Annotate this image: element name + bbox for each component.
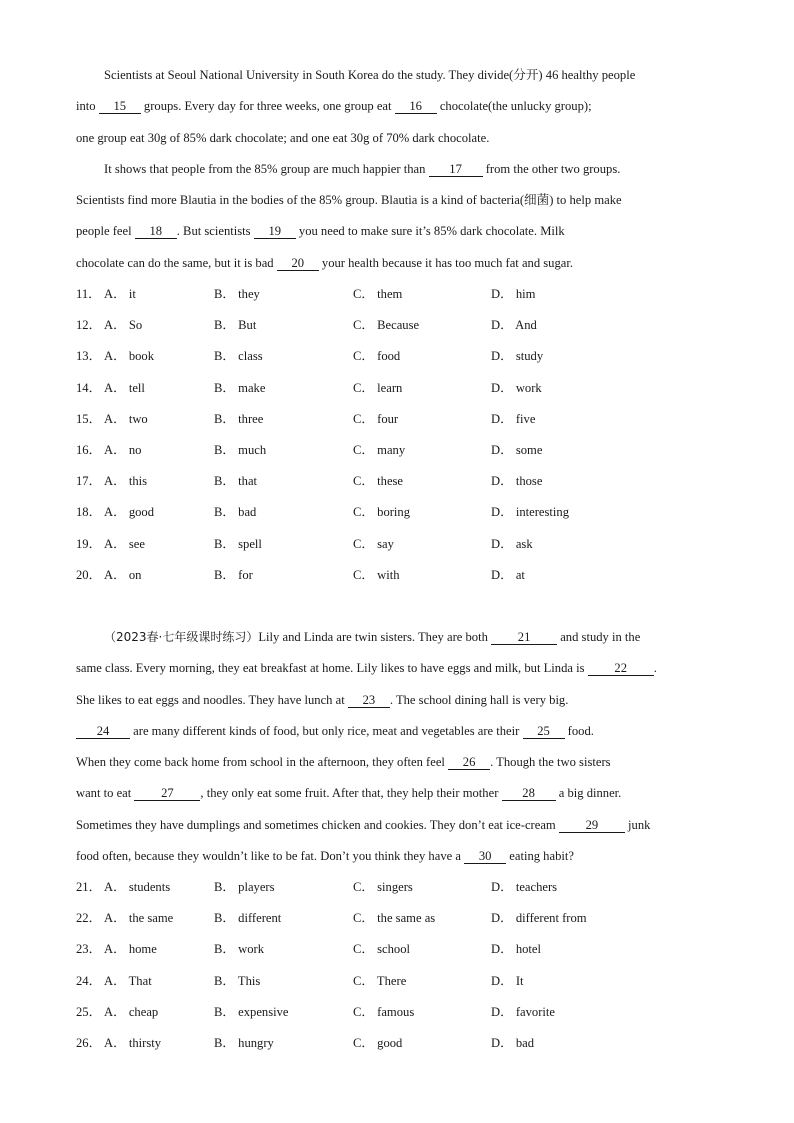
text: Scientists at Seoul National University in South Korea do the study. They divide(分开) 46 healthy people bbox=[104, 68, 636, 82]
passage-2 bbox=[76, 622, 724, 872]
option-c: C． say bbox=[353, 536, 394, 551]
question-row bbox=[76, 529, 724, 560]
text: , they only eat some fruit. After that, they help their mother bbox=[200, 786, 499, 801]
question-row bbox=[76, 997, 724, 1028]
passage-1-line bbox=[76, 216, 724, 247]
passage-1 bbox=[76, 60, 724, 279]
option-c: C． good bbox=[353, 1035, 403, 1050]
option-d: D． at bbox=[491, 567, 525, 582]
text: your health because it has too much fat and sugar. bbox=[321, 255, 574, 270]
blank-24: 24 bbox=[76, 724, 130, 739]
text: into bbox=[76, 99, 96, 114]
passage-2-line bbox=[76, 716, 724, 747]
text: food often, because they wouldn’t like to be fat. Don’t you think they have a bbox=[76, 849, 461, 864]
option-c: C． with bbox=[353, 567, 400, 582]
option-a: A． on bbox=[104, 567, 142, 582]
question-number: 23． bbox=[76, 942, 102, 957]
option-a: A． home bbox=[104, 942, 157, 957]
source-label: （2023春·七年级课时练习） bbox=[104, 630, 259, 644]
question-number: 11． bbox=[76, 287, 101, 301]
blank-26: 26 bbox=[448, 755, 490, 770]
option-a: A． So bbox=[104, 318, 143, 333]
blank-29: 29 bbox=[559, 818, 625, 833]
option-b: B． that bbox=[214, 474, 258, 489]
question-row bbox=[76, 934, 724, 965]
option-a: A． no bbox=[104, 442, 142, 457]
option-b: B． they bbox=[214, 287, 260, 301]
option-b: B． bad bbox=[214, 505, 257, 520]
question-number: 19． bbox=[76, 536, 102, 551]
text: . The school dining hall is very big. bbox=[389, 692, 569, 707]
question-row bbox=[76, 560, 724, 591]
option-d: D． And bbox=[491, 318, 537, 333]
text: people feel bbox=[76, 224, 132, 239]
blank-15: 15 bbox=[99, 99, 141, 114]
option-b: B． hungry bbox=[214, 1035, 274, 1050]
blank-17: 17 bbox=[429, 162, 483, 177]
passage-2-line bbox=[76, 622, 724, 653]
option-d: D． interesting bbox=[491, 505, 569, 520]
passage-2-line bbox=[76, 685, 724, 716]
question-row bbox=[76, 466, 724, 497]
option-d: D． teachers bbox=[491, 880, 558, 894]
option-d: D． five bbox=[491, 411, 536, 426]
option-b: B． players bbox=[214, 880, 275, 894]
blank-28: 28 bbox=[502, 786, 556, 801]
option-c: C． many bbox=[353, 442, 406, 457]
text: are many different kinds of food, but only rice, meat and vegetables are their bbox=[133, 723, 520, 738]
question-row bbox=[76, 872, 724, 903]
text: same class. Every morning, they eat breakfast at home. Lily likes to have eggs and milk, but Linda is bbox=[76, 661, 585, 676]
question-number: 15． bbox=[76, 411, 102, 426]
option-c: C． school bbox=[353, 942, 411, 957]
text: one group eat 30g of 85% dark chocolate; and one eat 30g of 70% dark chocolate. bbox=[76, 130, 490, 145]
text: chocolate can do the same, but it is bad bbox=[76, 255, 274, 270]
text: When they come back home from school in the afternoon, they often feel bbox=[76, 755, 445, 770]
passage-2-line bbox=[76, 653, 724, 684]
passage-1-line bbox=[76, 91, 724, 122]
question-row bbox=[76, 1028, 724, 1059]
text: junk bbox=[628, 817, 651, 832]
option-c: C． Because bbox=[353, 318, 420, 333]
option-a: A． book bbox=[104, 349, 155, 364]
passage-1-line bbox=[76, 185, 724, 216]
option-c: C． There bbox=[353, 973, 407, 988]
question-number: 20． bbox=[76, 567, 102, 582]
question-number: 12． bbox=[76, 318, 102, 333]
question-row bbox=[76, 497, 724, 528]
option-d: D． different from bbox=[491, 911, 587, 926]
question-number: 18． bbox=[76, 505, 102, 520]
blank-22: 22 bbox=[588, 661, 654, 676]
text: groups. Every day for three weeks, one group eat bbox=[143, 99, 392, 114]
blank-27: 27 bbox=[134, 786, 200, 801]
option-a: A． That bbox=[104, 973, 152, 988]
option-d: D． bad bbox=[491, 1035, 535, 1050]
question-number: 24． bbox=[76, 973, 102, 988]
option-b: B． spell bbox=[214, 536, 262, 551]
option-b: B． for bbox=[214, 567, 253, 582]
option-d: D． ask bbox=[491, 536, 533, 551]
question-number: 22． bbox=[76, 911, 102, 926]
option-c: C． the same as bbox=[353, 911, 436, 926]
option-a: A． two bbox=[104, 411, 148, 426]
option-a: A． this bbox=[104, 474, 148, 489]
question-list-1 bbox=[76, 279, 724, 591]
text: Lily and Linda are twin sisters. They are both bbox=[258, 630, 488, 644]
question-number: 17． bbox=[76, 474, 102, 489]
option-b: B． work bbox=[214, 942, 265, 957]
question-row bbox=[76, 373, 724, 404]
option-d: D． favorite bbox=[491, 1004, 555, 1019]
blank-18: 18 bbox=[135, 224, 177, 239]
question-row bbox=[76, 279, 724, 310]
passage-2-line bbox=[76, 810, 724, 841]
option-a: A． see bbox=[104, 536, 145, 551]
option-d: D． It bbox=[491, 973, 524, 988]
text: from the other two groups. bbox=[485, 161, 621, 176]
text: It shows that people from the 85% group are much happier than bbox=[104, 161, 426, 176]
text: Sometimes they have dumplings and sometimes chicken and cookies. They don’t eat ice-cream bbox=[76, 817, 556, 832]
passage-1-line bbox=[76, 60, 724, 91]
option-a: A． cheap bbox=[104, 1004, 159, 1019]
option-a: A． the same bbox=[104, 911, 174, 926]
option-c: C． famous bbox=[353, 1004, 415, 1019]
text: a big dinner. bbox=[558, 786, 622, 801]
option-d: D． him bbox=[491, 287, 536, 301]
blank-16: 16 bbox=[395, 99, 437, 114]
question-number: 16． bbox=[76, 442, 102, 457]
passage-2-line bbox=[76, 747, 724, 778]
blank-20: 20 bbox=[277, 256, 319, 271]
text: . But scientists bbox=[176, 224, 251, 239]
question-row bbox=[76, 903, 724, 934]
option-c: C． food bbox=[353, 349, 401, 364]
option-b: B． much bbox=[214, 442, 267, 457]
option-a: A． tell bbox=[104, 380, 145, 395]
blank-30: 30 bbox=[464, 849, 506, 864]
text: . bbox=[653, 661, 657, 676]
blank-19: 19 bbox=[254, 224, 296, 239]
option-b: B． three bbox=[214, 411, 264, 426]
option-b: B． class bbox=[214, 349, 263, 364]
text: and study in the bbox=[560, 630, 641, 644]
option-a: A． thirsty bbox=[104, 1035, 162, 1050]
passage-2-line bbox=[76, 778, 724, 809]
option-d: D． study bbox=[491, 349, 544, 364]
option-b: B． make bbox=[214, 380, 266, 395]
option-a: A． students bbox=[104, 880, 171, 894]
option-d: D． work bbox=[491, 380, 542, 395]
question-row bbox=[76, 404, 724, 435]
option-c: C． these bbox=[353, 474, 404, 489]
text: Scientists find more Blautia in the bodies of the 85% group. Blautia is a kind of bacteria(细菌) to help make bbox=[76, 193, 622, 208]
option-d: D． hotel bbox=[491, 942, 542, 957]
option-c: C． four bbox=[353, 411, 399, 426]
question-row bbox=[76, 966, 724, 997]
question-number: 14． bbox=[76, 380, 102, 395]
option-b: B． But bbox=[214, 318, 257, 333]
question-row bbox=[76, 341, 724, 372]
passage-1-line bbox=[76, 248, 724, 279]
question-number: 21． bbox=[76, 880, 102, 894]
question-number: 26． bbox=[76, 1035, 102, 1050]
option-c: C． them bbox=[353, 287, 403, 301]
question-number: 25． bbox=[76, 1004, 102, 1019]
question-row bbox=[76, 310, 724, 341]
option-a: A． good bbox=[104, 505, 155, 520]
option-c: C． boring bbox=[353, 505, 411, 520]
question-row bbox=[76, 435, 724, 466]
option-c: C． singers bbox=[353, 880, 413, 894]
question-list-2 bbox=[76, 872, 724, 1059]
passage-1-line bbox=[76, 123, 724, 154]
option-b: B． This bbox=[214, 973, 261, 988]
blank-25: 25 bbox=[523, 724, 565, 739]
option-b: B． expensive bbox=[214, 1004, 289, 1019]
text: food. bbox=[567, 723, 594, 738]
question-number: 13． bbox=[76, 349, 102, 364]
text: want to eat bbox=[76, 786, 132, 801]
text: you need to make sure it’s 85% dark chocolate. Milk bbox=[298, 224, 565, 239]
option-d: D． those bbox=[491, 474, 543, 489]
blank-21: 21 bbox=[491, 630, 557, 645]
text: eating habit? bbox=[509, 849, 574, 864]
option-d: D． some bbox=[491, 442, 543, 457]
option-b: B． different bbox=[214, 911, 282, 926]
blank-23: 23 bbox=[348, 693, 390, 708]
passage-2-line bbox=[76, 841, 724, 872]
passage-1-line bbox=[76, 154, 724, 185]
option-c: C． learn bbox=[353, 380, 403, 395]
option-a: A． it bbox=[104, 287, 136, 301]
text: chocolate(the unlucky group); bbox=[439, 99, 592, 114]
text: She likes to eat eggs and noodles. They have lunch at bbox=[76, 692, 345, 707]
text: . Though the two sisters bbox=[490, 755, 611, 770]
